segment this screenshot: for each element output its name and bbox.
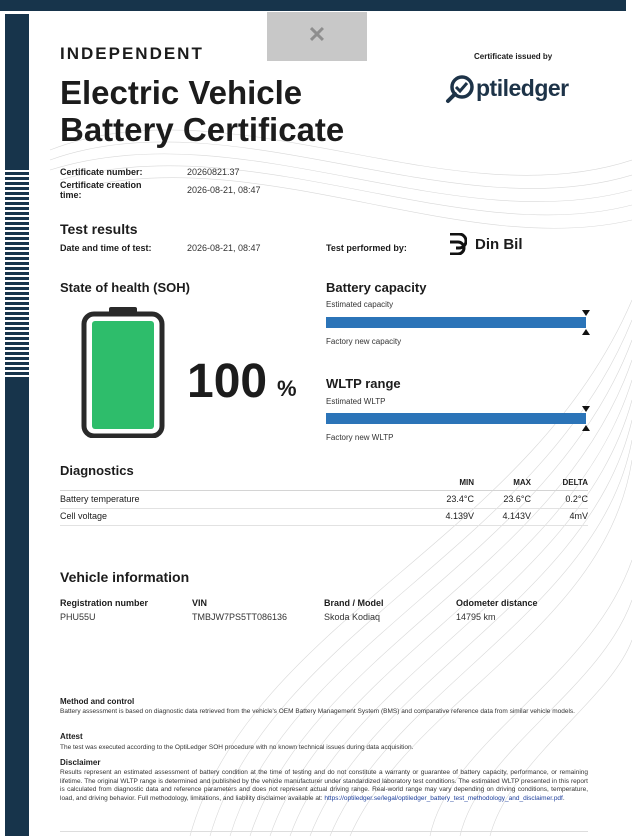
top-bar (0, 0, 626, 11)
estimated-capacity-marker (582, 310, 590, 316)
odometer-value: 14795 km (456, 612, 496, 622)
sidebar-band (5, 14, 29, 836)
vin-value: TMBJW7PS5TT086136 (192, 612, 288, 622)
page-title (60, 74, 400, 148)
disclaimer-heading: Disclaimer (60, 758, 101, 767)
title-line-1: Electric Vehicle (60, 74, 303, 111)
row-name: Cell voltage (60, 511, 108, 521)
col-min-header: MIN (459, 478, 474, 487)
creation-time-label-line2: time: (60, 190, 82, 200)
optiledger-logo-text: ptiledger (476, 74, 569, 101)
method-heading: Method and control (60, 697, 135, 706)
optiledger-logo-icon (444, 72, 476, 104)
optiledger-logo (444, 72, 569, 104)
din-bil-logo-icon (449, 233, 467, 255)
estimated-capacity-label: Estimated capacity (326, 300, 394, 309)
test-datetime-label: Date and time of test: (60, 243, 152, 253)
row-max: 23.6°C (503, 494, 531, 504)
battery-fill-level (92, 321, 154, 429)
issued-by-label: Certificate issued by (474, 52, 553, 61)
test-results-heading: Test results (60, 221, 138, 237)
creation-time-label-line1: Certificate creation (60, 180, 142, 190)
vin-label: VIN (192, 598, 208, 608)
factory-capacity-marker (582, 329, 590, 335)
attest-text: The test was executed according to the OptiLedger SOH procedure with no known technical issues during data acquisition. (60, 744, 414, 751)
registration-label: Registration number (60, 598, 149, 608)
disclaimer-link[interactable]: https://optiledger.se/legal/optiledger_battery_test_methodology_and_disclaimer.pdf (324, 794, 563, 802)
certificate-number-value: 20260821.37 (187, 167, 240, 177)
col-delta-header: DELTA (562, 478, 588, 487)
factory-capacity-label: Factory new capacity (326, 337, 402, 346)
table-row (60, 509, 588, 526)
creation-time-label (60, 180, 142, 200)
close-icon: ✕ (307, 22, 327, 47)
wltp-bar (326, 413, 586, 424)
certificate-number-label: Certificate number: (60, 167, 143, 177)
brand-model-label: Brand / Model (324, 598, 384, 608)
diagnostics-header-row (60, 478, 588, 491)
wltp-heading: WLTP range (326, 376, 401, 391)
row-max: 4.143V (502, 511, 531, 521)
disclaimer-paragraph: Results represent an estimated assessment of battery condition at the time of testing and do not constitute a warranty or guarantee of battery capacity, performance, or remaining lifetime. The original WLTP range is determined and published by the vehicle manufacturer under standardized laboratory test conditions. The estimated WLTP presented in this report is calculated from diagnostic data and reference parameters and does not represent actual driving range. Real-world range may vary depending on driving conditions, temperature, load, and driving behavior. Full methodology, limitations, and liability disclaimer available at: https://optiledger.se/legal/optiledger_battery_test_methodology_and_disclaimer.pdf. (60, 769, 588, 802)
row-min: 4.139V (445, 511, 474, 521)
row-min: 23.4°C (446, 494, 474, 504)
footer-divider (60, 831, 588, 832)
barcode-stripes (5, 167, 29, 380)
soh-heading: State of health (SOH) (60, 280, 191, 295)
row-delta: 4mV (569, 511, 588, 521)
battery-icon (81, 306, 165, 438)
brand-model-value: Skoda Kodiaq (324, 612, 381, 622)
diagnostics-heading: Diagnostics (60, 463, 134, 478)
registration-value: PHU55U (60, 612, 96, 622)
soh-unit: % (277, 376, 297, 401)
method-text: Battery assessment is based on diagnostic data retrieved from the vehicle's OEM Battery Management System (BMS) and comparative reference data from similar vehicle models. (60, 708, 575, 715)
eyebrow-label: INDEPENDENT (60, 44, 204, 63)
row-delta: 0.2°C (565, 494, 588, 504)
din-bil-logo (449, 233, 523, 255)
estimated-wltp-marker (582, 406, 590, 412)
din-bil-logo-text: Din Bil (475, 235, 523, 253)
battery-capacity-heading: Battery capacity (326, 280, 427, 295)
estimated-wltp-label: Estimated WLTP (326, 397, 386, 406)
soh-value: 100 (187, 355, 268, 408)
close-button[interactable] (267, 12, 367, 61)
performed-by-label: Test performed by: (326, 243, 407, 253)
table-row (60, 492, 588, 509)
test-datetime-value: 2026-08-21, 08:47 (187, 243, 261, 253)
col-max-header: MAX (513, 478, 531, 487)
odometer-label: Odometer distance (456, 598, 538, 608)
row-name: Battery temperature (60, 494, 140, 504)
attest-heading: Attest (60, 732, 83, 741)
capacity-bar (326, 317, 586, 328)
creation-time-value: 2026-08-21, 08:47 (187, 185, 261, 195)
factory-wltp-marker (582, 425, 590, 431)
vehicle-info-heading: Vehicle information (60, 569, 190, 585)
disclaimer-text: Results represent an estimated assessment of battery condition at the time of testing and do not constitute a warranty or guarantee of battery capacity, performance, or remaining lifetime. The original WLTP range is determined and published by the vehicle manufacturer under standardized laboratory test conditions. The estimated WLTP presented in this report is calculated from diagnostic data and reference parameters and does not represent actual driving range. Real-world range may vary depending on driving conditions, temperature, load, and driving behavior. Full methodology, limitations, and liability disclaimer available at: (60, 769, 588, 802)
factory-wltp-label: Factory new WLTP (326, 433, 394, 442)
title-line-2: Battery Certificate (60, 111, 345, 148)
